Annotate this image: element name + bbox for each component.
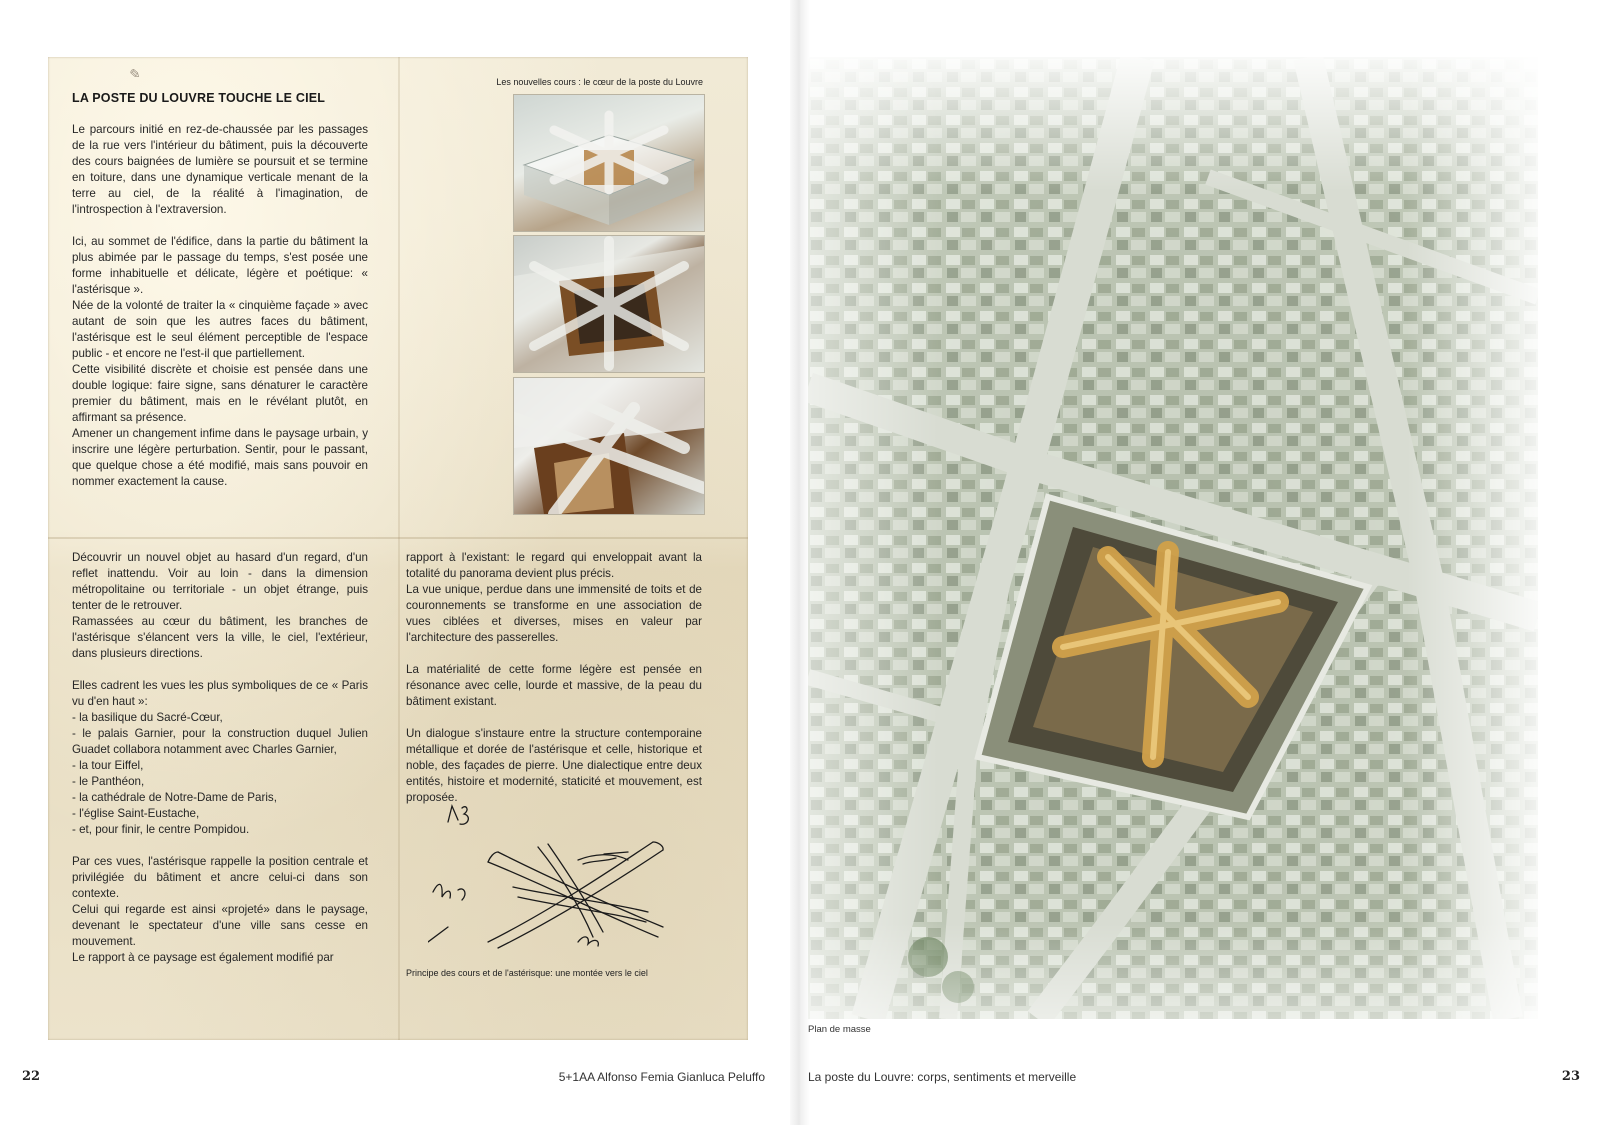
model-photo-1 [513,94,705,232]
paragraph: rapport à l'existant: le regard qui enveloppait avant la totalité du panorama devient plus précis. [406,551,702,580]
page-number-right: 23 [1561,1069,1580,1084]
list-item: - le palais Garnier, pour la construction duquel Julien Guadet collabora notamment avec Charles Garnier, [72,727,368,756]
paragraph: Amener un changement infime dans le paysage urbain, y inscrire une légère perturbation. Sentir, pour le passant, que quelque chose a été modifié, mais sans pouvoir en nommer exactement la cause. [72,427,368,488]
page-number-left: 22 [22,1069,41,1084]
paper-fold-vertical [398,57,400,1040]
paragraph: Un dialogue s'instaure entre la structure contemporaine métallique et dorée de l'astérisque et celle, historique et noble, des façades de pierre. Une dialectique entre deux entités, histoire et modernité, staticité et mouvement, est proposée. [406,727,702,804]
paragraph: Le parcours initié en rez-de-chaussée par les passages de la rue vers l'intérieur du bâtiment, puis la découverte des cours baignées de lumière se poursuit et se termine en toiture, dans une dynamique verticale menant de la terre au ciel, de la réalité à l'imagination, de l'introspection à l'extraversion. [72,123,368,216]
footer-right: La poste du Louvre: corps, sentiments et merveille [808,1070,1077,1084]
pencil-scribble: ✎ [126,65,142,85]
text-column-3 [406,550,702,806]
paragraph: Le rapport à ce paysage est également modifié par [72,951,334,964]
article-title: LA POSTE DU LOUVRE TOUCHE LE CIEL [72,91,326,105]
paragraph: Celui qui regarde est ainsi «projeté» dans le paysage, devenant le spectateur d'une ville sans cesse en mouvement. [72,903,368,948]
list-item: - le Panthéon, [72,775,145,788]
model-photo-3 [513,377,705,515]
model-photo-2 [513,235,705,373]
paragraph: Cette visibilité discrète et choisie est pensée dans une double logique: faire signe, sans dénaturer le caractère premier du bâtiment, mais en le révélant plutôt, en affirmant sa présence. [72,363,368,424]
model-illustration-icon [514,378,704,514]
book-gutter [790,0,810,1125]
list-item: - la cathédrale de Notre-Dame de Paris, [72,791,277,804]
aerial-site-plan [808,57,1538,1019]
asterisk-sketch-icon [428,802,678,952]
paragraph: Née de la volonté de traiter la « cinquième façade » avec autant de soin que les autres faces du bâtiment, l'astérisque est le seul élément perceptible de l'espace public - et encore ne l'est-il que partiellement. [72,299,368,360]
list-item: - la tour Eiffel, [72,759,144,772]
list-item: - la basilique du Sacré-Cœur, [72,711,223,724]
text-column-1 [72,122,368,490]
paragraph: Découvrir un nouvel objet au hasard d'un regard, d'un reflet inattendu. Voir au loin - dans la dimension métropolitaine ou territoriale - un objet étrange, puis tenter de le retrouver. [72,551,368,612]
paragraph: Par ces vues, l'astérisque rappelle la position centrale et privilégiée du bâtiment et ancre celui-ci dans son contexte. [72,855,368,900]
paragraph: Ramassées au cœur du bâtiment, les branches de l'astérisque s'élancent vers la ville, le ciel, l'extérieur, dans plusieurs directions. [72,615,368,660]
paragraph: Elles cadrent les vues les plus symboliques de ce « Paris vu d'en haut »: [72,679,368,708]
paragraph: La vue unique, perdue dans une immensité de toits et de couronnements se transforme en une association de vues ciblées et diverses, mises en valeur par l'architecture des passerelles. [406,583,702,644]
paragraph: Ici, au sommet de l'édifice, dans la partie du bâtiment la plus abimée par le passage du temps, s'est posée une forme inhabituelle et délicate, légère et poétique: « l'astérisque ». [72,235,368,296]
plan-caption: Plan de masse [808,1024,871,1035]
list-item: - et, pour finir, le centre Pompidou. [72,823,250,836]
paragraph: La matérialité de cette forme légère est pensée en résonance avec celle, lourde et massive, de la peau du bâtiment existant. [406,663,702,708]
list-item: - l'église Saint-Eustache, [72,807,200,820]
model-illustration-icon [514,236,704,372]
aged-paper-sheet [48,57,748,1040]
photo-caption: Les nouvelles cours : le cœur de la poste du Louvre [496,77,703,87]
sketch-caption: Principe des cours et de l'astérisque: une montée vers le ciel [406,968,648,978]
footer-left: 5+1AA Alfonso Femia Gianluca Peluffo [558,1070,765,1084]
views-list [72,710,368,838]
text-column-2 [72,550,368,966]
image-fade-overlay [808,57,1538,1019]
model-illustration-icon [514,95,704,231]
